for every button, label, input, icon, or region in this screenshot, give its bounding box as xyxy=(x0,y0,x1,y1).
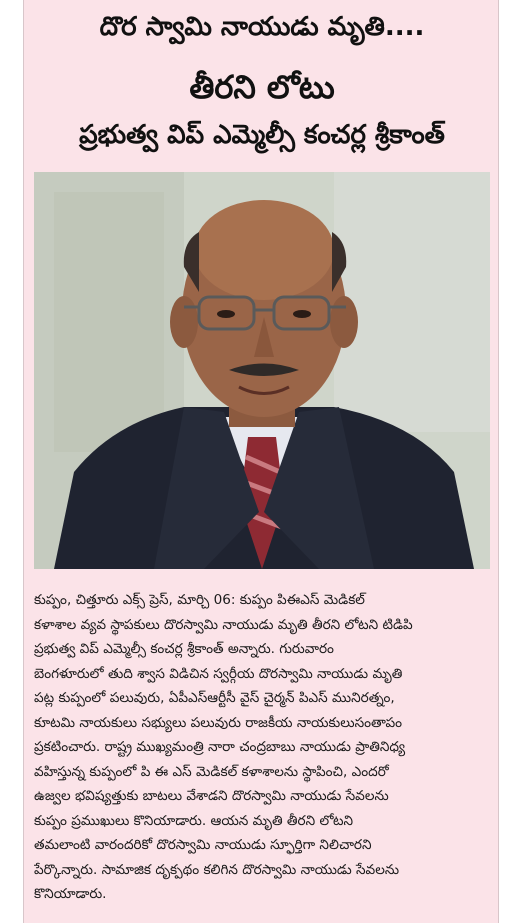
article-line: పట్ల కుప్పంలో పలువురు, ఏపీఎస్ఆర్టీసీ వైస్ చైర్మన్ పిఎస్ మునిరత్నం, xyxy=(34,690,395,706)
article-body xyxy=(34,588,490,907)
article-line: ప్రకటించారు. రాష్ట్ర ముఖ్యమంత్రి నారా చంద్రబాబు నాయుడు ప్రాతినిధ్య xyxy=(34,739,406,755)
article-line: కుప్పం ప్రముఖులు కొనియాడారు. ఆయన మృతి తీరని లోటని xyxy=(34,812,354,829)
article-line: తమలాంటి వారందరికో దొరస్వామి నాయుడు స్ఫూర్తిగా నిలిచారని xyxy=(34,837,372,853)
portrait-photo xyxy=(34,172,490,569)
article-line: ప్రభుత్వ విప్ ఎమ్మెల్సీ కంచర్ల శ్రీకాంత్ అన్నారు. గురువారం xyxy=(34,641,334,657)
article-line: బెంగళూరులో తుది శ్వాస విడిచిన స్వర్గీయ దొరస్వామి నాయుడు మృతి xyxy=(34,665,403,682)
article-line: పేర్కొన్నారు. సామాజిక దృక్పథం కలిగిన దొరస్వామి నాయుడు సేవలను xyxy=(34,861,400,878)
article-line: ఉజ్వల భవిష్యత్తుకు బాటలు వేశాడని దొరస్వామి నాయుడు సేవలను xyxy=(34,788,389,804)
article-line: కళాశాల వ్యవ స్థాపకులు దొరస్వామి నాయుడు మృతి తీరని లోటని టిడిపి xyxy=(34,616,413,633)
headline-kicker: దొర స్వామి నాయుడు మృతి.... xyxy=(99,12,425,42)
article-line: కుప్పం, చిత్తూరు ఎక్స్ ప్రెస్, మార్చి 06: కుప్పం పిఈఎస్ మెడికల్ xyxy=(34,592,365,608)
article-line: కొనియాడారు. xyxy=(34,886,107,902)
article-line: వహిస్తున్న కుప్పంలో పి ఈ ఎస్ మెడికల్ కళాశాలను స్థాపించి, ఎందరో xyxy=(34,763,389,780)
article-line: కూటమి నాయకులు సభ్యులు పలువురు రాజకీయ నాయకులుసంతాపం xyxy=(34,714,403,731)
news-clipping xyxy=(23,0,499,923)
headline-byline: ప్రభుత్వ విప్ ఎమ్మెల్సీ కంచర్ల శ్రీకాంత్ xyxy=(79,120,445,150)
headline-main: తీరని లోటు xyxy=(189,68,335,106)
